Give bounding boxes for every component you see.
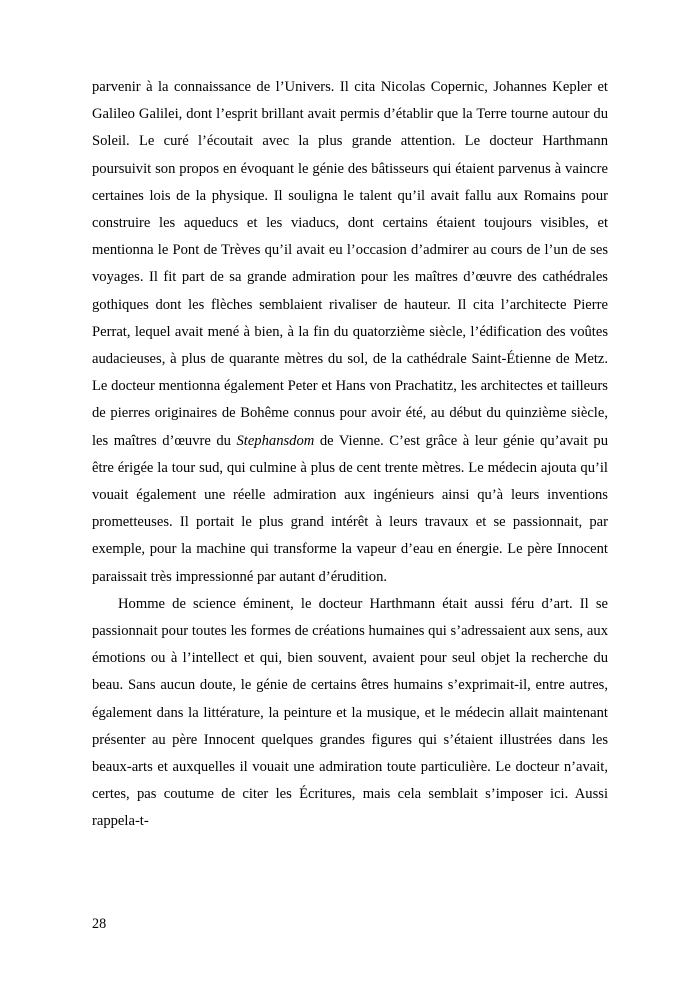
paragraph-2 [92,591,608,836]
paragraph-1-run-2-italic: Stephansdom [236,432,315,449]
paragraph-1 [92,74,608,591]
paragraph-1-run-3: de Vienne. C’est grâce à leur génie qu’avait pu être érigée la tour sud, qui culmine à plus de cent trente mètres. Le médecin ajouta qu’il vouait également une réelle admiration aux ingénieurs ainsi qu’à leurs inventions prometteuses. Il portait le plus grand intérêt à leurs travaux et se passionnait, par exemple, pour la machine qui transforme la vapeur d’eau en énergie. Le père Innocent paraissait très impressionné par autant d’érudition. [92,432,608,585]
paragraph-2-run-1: Homme de science éminent, le docteur Harthmann était aussi féru d’art. Il se passionnait pour toutes les formes de créations humaines qui s’adressaient aux sens, aux émotions ou à l’intellect et qui, bien souvent, avaient pour seul objet la recherche du beau. Sans aucun doute, le génie de certains êtres humains s’exprimait-il, entre autres, également dans la littérature, la peinture et la musique, et le médecin allait maintenant présenter au père Innocent quelques grandes figures qui s’étaient illustrées dans les beaux-arts et auxquelles il vouait une admiration toute particulière. Le docteur n’avait, certes, pas coutume de citer les Écritures, mais cela semblait s’imposer ici. Aussi rappela-t- [92,595,608,830]
page-text-body [92,74,608,836]
paragraph-1-run-1: parvenir à la connaissance de l’Univers. Il cita Nicolas Copernic, Johannes Kepler et Galileo Galilei, dont l’esprit brillant avait permis d’établir que la Terre tourne autour du Soleil. Le curé l’écoutait avec la plus grande attention. Le docteur Harthmann poursuivit son propos en évoquant le génie des bâtisseurs qui étaient parvenus à vaincre certaines lois de la physique. Il souligna le talent qu’il avait fallu aux Romains pour construire les aqueducs et les viaducs, dont certains étaient toujours visibles, et mentionna le Pont de Trèves qu’il avait eu l’occasion d’admirer au cours de l’un de ses voyages. Il fit part de sa grande admiration pour les maîtres d’œuvre des cathédrales gothiques dont les flèches semblaient rivaliser de hauteur. Il cita l’architecte Pierre Perrat, lequel avait mené à bien, à la fin du quatorzième siècle, l’édification des voûtes audacieuses, à plus de quarante mètres du sol, de la cathédrale Saint-Étienne de Metz. Le docteur mentionna également Peter et Hans von Prachatitz, les architectes et tailleurs de pierres originaires de Bohême connus pour avoir été, au début du quinzième siècle, les maîtres d’œuvre du [92,79,608,449]
page-number: 28 [92,916,107,932]
